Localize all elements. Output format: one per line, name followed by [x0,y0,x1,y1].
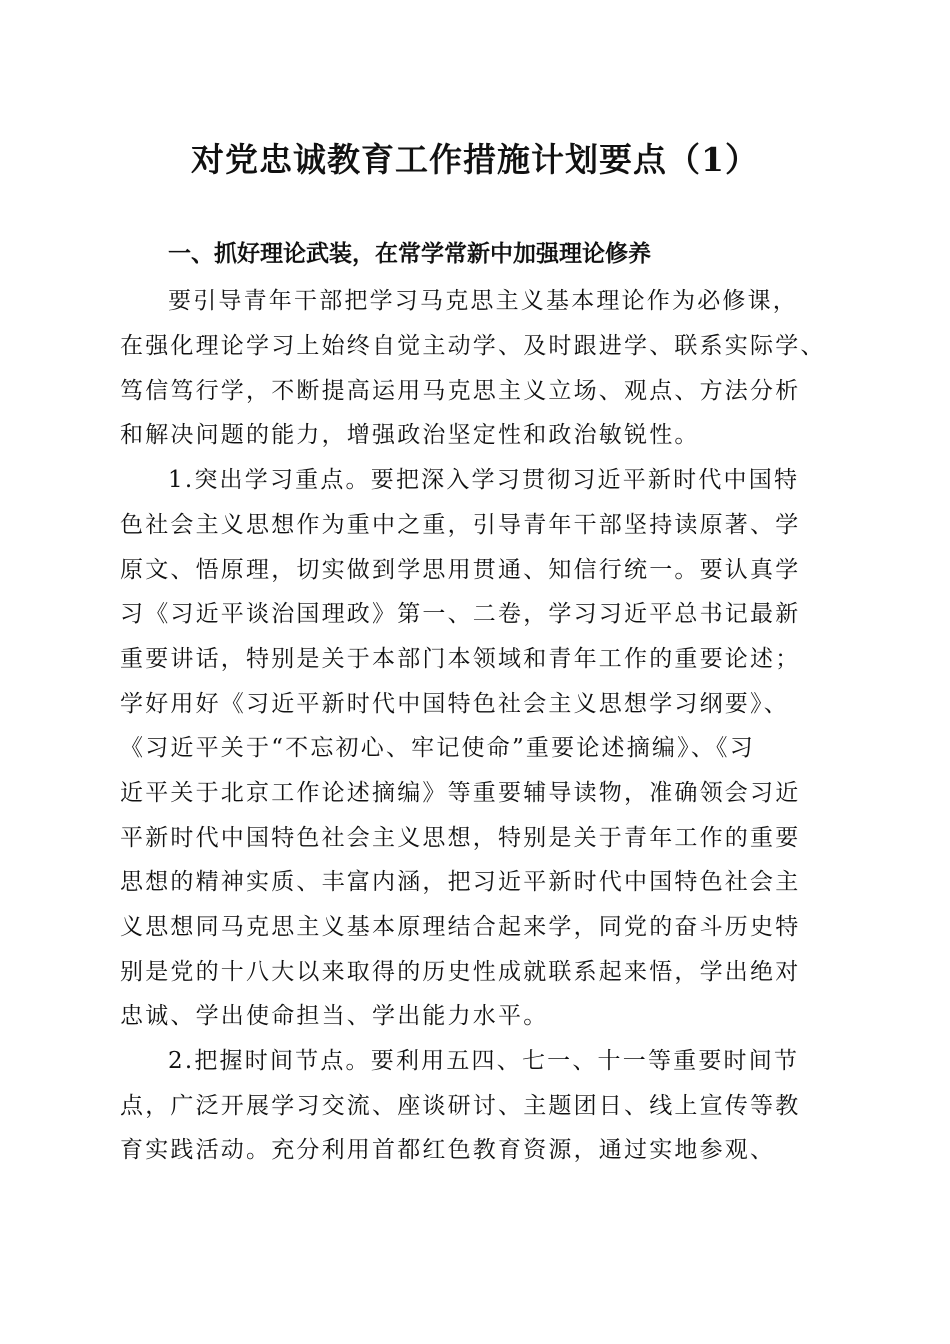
body-line: 思想的精神实质、丰富内涵，把习近平新时代中国特色社会主 [120,869,801,895]
body-line: 近平关于北京工作论述摘编》等重要辅导读物，准确领会习近 [120,780,801,806]
body-line: 在强化理论学习上始终自觉主动学、及时跟进学、联系实际学、 [120,333,826,359]
body-line: 和解决问题的能力，增强政治坚定性和政治敏锐性。 [120,422,700,448]
body-line: 平新时代中国特色社会主义思想，特别是关于青年工作的重要 [120,825,801,851]
body-line: 1.突出学习重点。要把深入学习贯彻习近平新时代中国特 [168,467,800,493]
body-line: 别是党的十八大以来取得的历史性成就联系起来悟，学出绝对 [120,959,801,985]
body-line: 原文、悟原理，切实做到学思用贯通、知信行统一。要认真学 [120,557,801,583]
body-line: 《习近平关于“不忘初心、牢记使命”重要论述摘编》、《习 [120,735,755,761]
section-heading: 一、抓好理论武装，在常学常新中加强理论修养 [168,241,651,267]
body-line: 色社会主义思想作为重中之重，引导青年干部坚持读原著、学 [120,512,801,538]
body-line: 要引导青年干部把学习马克思主义基本理论作为必修课， [168,288,798,314]
document-title: 对党忠诚教育工作措施计划要点（1） [191,140,759,179]
body-line: 忠诚、学出使命担当、学出能力水平。 [120,1003,549,1029]
body-line: 习《习近平谈治国理政》第一、二卷，学习习近平总书记最新 [120,601,801,627]
body-line: 2.把握时间节点。要利用五四、七一、十一等重要时间节 [168,1048,800,1074]
body-line: 笃信笃行学，不断提高运用马克思主义立场、观点、方法分析 [120,378,801,404]
body-line: 学好用好《习近平新时代中国特色社会主义思想学习纲要》、 [120,691,789,717]
body-line: 义思想同马克思主义基本原理结合起来学，同党的奋斗历史特 [120,914,801,940]
body-line: 重要讲话，特别是关于本部门本领域和青年工作的重要论述； [120,646,801,672]
body-line: 育实践活动。充分利用首都红色教育资源，通过实地参观、 [120,1137,776,1163]
body-line: 点，广泛开展学习交流、座谈研讨、主题团日、线上宣传等教 [120,1093,801,1119]
